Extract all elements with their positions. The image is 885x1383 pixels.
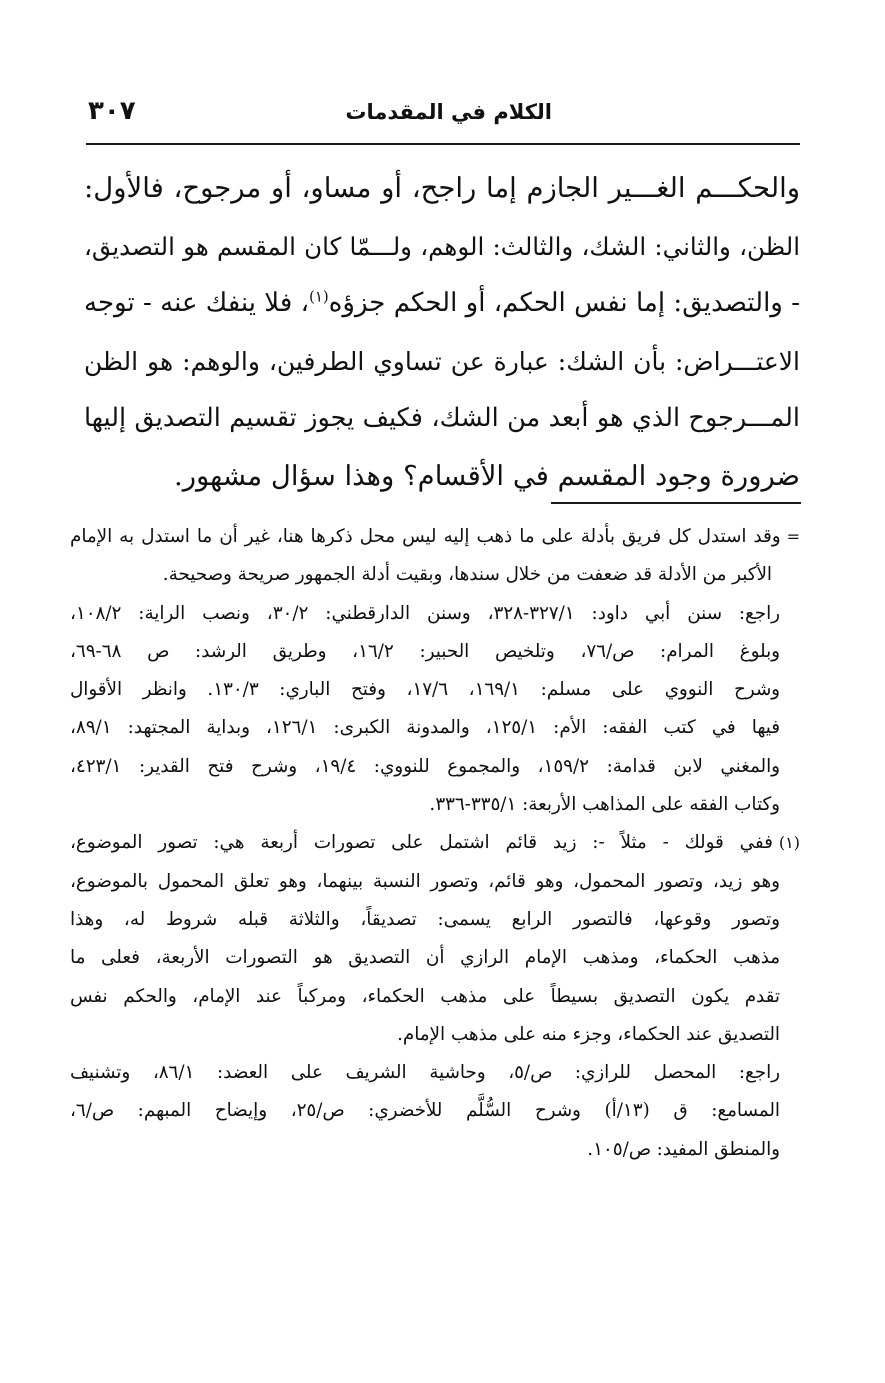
main-line: ضرورة وجود المقسم في الأقسام؟ وهذا سؤال مشهور. — [173, 459, 800, 492]
footnote-line: مذهب الحكماء، ومذهب الإمام الرازي أن التصديق هو التصورات الأربعة، فعلى ما — [70, 947, 780, 969]
footnote-reference: (١) — [309, 287, 329, 306]
reference-line: راجع: المحصل للرازي: ص/٥، وحاشية الشريف على العضد: ٨٦/١، وتشنيف — [70, 1062, 780, 1084]
main-line-text: - والتصديق: إما نفس الحكم، أو الحكم جزؤه — [328, 288, 800, 318]
main-line-tail: ، فلا ينفك عنه - توجه — [84, 288, 309, 318]
main-line: الاعتـــراض: بأن الشك: عبارة عن تساوي الطرفين، والوهم: هو الظن — [84, 346, 800, 376]
reference-line: فيها في كتب الفقه: الأم: ١٢٥/١، والمدونة الكبرى: ١٢٦/١، وبداية المجتهد: ٨٩/١، — [70, 717, 780, 739]
footnote-line — [70, 824, 800, 862]
running-header — [88, 96, 800, 136]
footnote-line-text: ففي قولك - مثلاً -: زيد قائم اشتمل على تصورات أربعة هي: تصور الموضوع، — [70, 832, 773, 854]
page-number: ٣٠٧ — [88, 96, 136, 126]
main-line: والحكـــم الغـــير الجازم إما راجح، أو مساو، أو مرجوح، فالأول: — [84, 172, 800, 204]
reference-line: والمنطق المفيد: ص/١٠٥. — [587, 1138, 780, 1160]
main-text — [84, 160, 800, 505]
main-line: الظن، والثاني: الشك، والثالث: الوهم، ولـــمّا كان المقسم هو التصديق، — [84, 231, 800, 261]
footnote-number: (١) — [778, 833, 800, 853]
footnote-line — [70, 518, 800, 556]
main-line — [84, 275, 800, 333]
main-line: المـــرجوح الذي هو أبعد من الشك، فكيف يجوز تقسيم التصديق إليها — [84, 403, 800, 433]
footnote-line: تقدم يكون التصديق بسيطاً على مذهب الحكماء، ومركباً عند الإمام، والحكم نفس — [70, 985, 780, 1007]
reference-line: وشرح النووي على مسلم: ١٦٩/١، ١٧/٦، وفتح الباري: ١٣٠/٣. وانظر الأقوال — [70, 679, 781, 701]
reference-line: المسامع: ق (١٣/أ) وشرح السُّلَّم للأخضري: ص/٢٥، وإيضاح المبهم: ص/٦، — [70, 1100, 780, 1122]
reference-line: والمغني لابن قدامة: ١٥٩/٢، والمجموع للنووي: ١٩/٤، وشرح فتح القدير: ٤٢٣/١، — [70, 755, 781, 777]
footnote-line: التصديق عند الحكماء، وجزء منه على مذهب الإمام. — [397, 1023, 780, 1045]
header-rule — [86, 143, 800, 145]
reference-line: وبلوغ المرام: ص/٧٦، وتلخيص الحبير: ١٦/٢، وطريق الرشد: ص ٦٨-٦٩، — [70, 640, 780, 662]
footnote-line: وتصور وقوعها، فالتصور الرابع يسمى: تصديقاً، والثلاثة قبله شروط له، وهذا — [70, 908, 780, 930]
reference-line: وكتاب الفقه على المذاهب الأربعة: ٣٣٥/١-٣٣٦. — [429, 794, 780, 816]
footnote-line-text: وقد استدل كل فريق بأدلة على ما ذهب إليه ليس محل ذكرها هنا، غير أن ما استدل به الإمام — [70, 526, 781, 547]
continuation-marker: = — [786, 527, 800, 546]
footnote-line: وهو زيد، وتصور المحمول، وهو قائم، وتصور النسبة بينهما، وهو تعلق المحمول بالموضوع، — [70, 870, 780, 892]
reference-line: راجع: سنن أبي داود: ٣٢٧/١-٣٢٨، وسنن الدارقطني: ٣٠/٢، ونصب الراية: ١٠٨/٢، — [70, 602, 780, 624]
header-title: الكلام في المقدمات — [345, 100, 552, 124]
footnotes — [70, 518, 800, 1169]
footnote-separator — [551, 502, 801, 504]
footnote-line: الأكبر من الأدلة قد ضعفت من خلال سندها، وبقيت أدلة الجمهور صريحة وصحيحة. — [162, 564, 772, 586]
